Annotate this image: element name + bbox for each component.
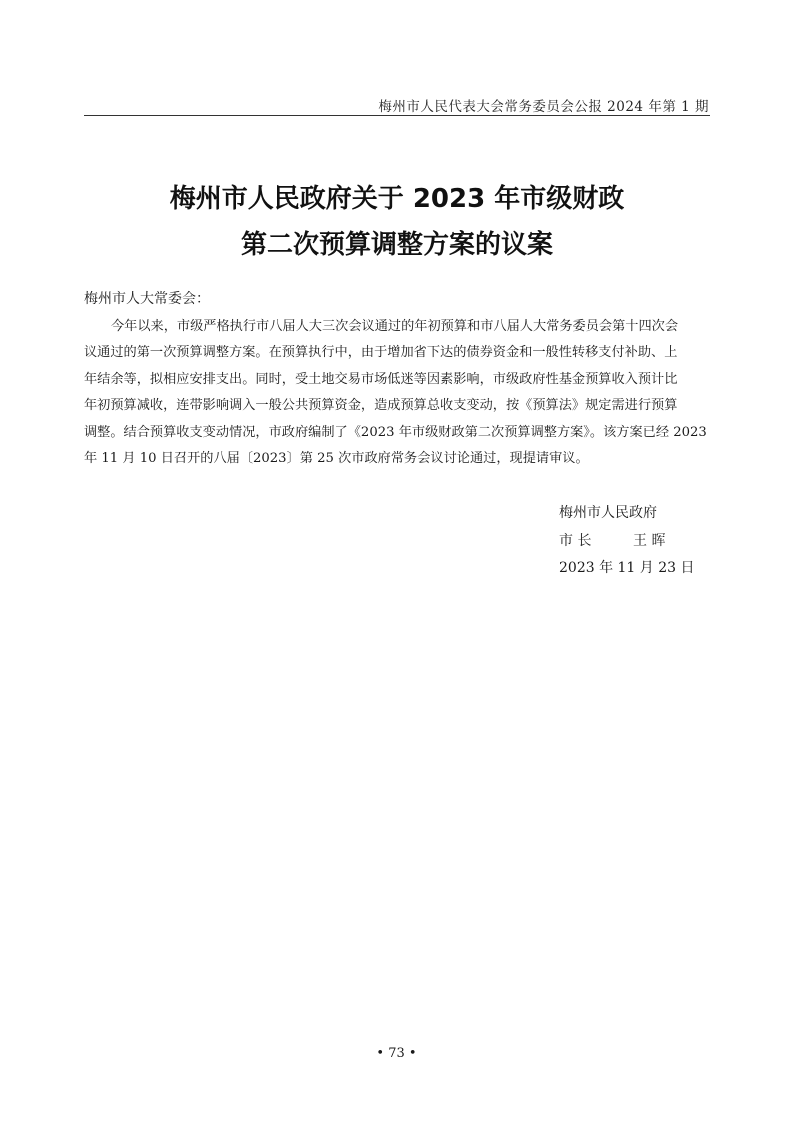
body-line: 年 11 月 10 日召开的八届〔2023〕第 25 次市政府常务会议讨论通过，现提请审议。	[84, 451, 589, 467]
header-divider	[84, 115, 710, 116]
signature-organization: 梅州市人民政府	[559, 505, 657, 521]
page-number: • 73 •	[376, 1046, 417, 1061]
document-title-line-2: 第二次预算调整方案的议案	[240, 230, 553, 260]
body-line: 年结余等，拟相应安排支出。同时，受土地交易市场低迷等因素影响，市级政府性基金预算收入预计比	[84, 371, 678, 387]
document-title-line-1: 梅州市人民政府关于 2023 年市级财政	[169, 184, 625, 214]
signature-date: 2023 年 11 月 23 日	[559, 560, 695, 576]
running-header: 梅州市人民代表大会常务委员会公报 2024 年第 1 期	[378, 99, 709, 115]
body-line: 调整。结合预算收支变动情况，市政府编制了《2023 年市级财政第二次预算调整方案》。该方案已经 2023	[84, 424, 707, 440]
signature-block	[559, 500, 709, 583]
body-line: 年初预算减收，连带影响调入一般公共预算资金，造成预算总收支变动，按《预算法》规定需进行预算	[84, 398, 678, 414]
signature-mayor	[559, 528, 709, 556]
body-line: 议通过的第一次预算调整方案。在预算执行中，由于增加省下达的债券资金和一般性转移支付补助、上	[84, 345, 678, 361]
salutation: 梅州市人大常委会：	[84, 291, 210, 307]
document-title	[84, 176, 710, 268]
signature-mayor-name: 王 晖	[633, 532, 666, 549]
body-paragraph	[84, 314, 710, 472]
signature-mayor-title: 市 长	[559, 532, 592, 549]
body-line: 今年以来，市级严格执行市八届人大三次会议通过的年初预算和市八届人大常务委员会第十四次会	[111, 319, 679, 334]
